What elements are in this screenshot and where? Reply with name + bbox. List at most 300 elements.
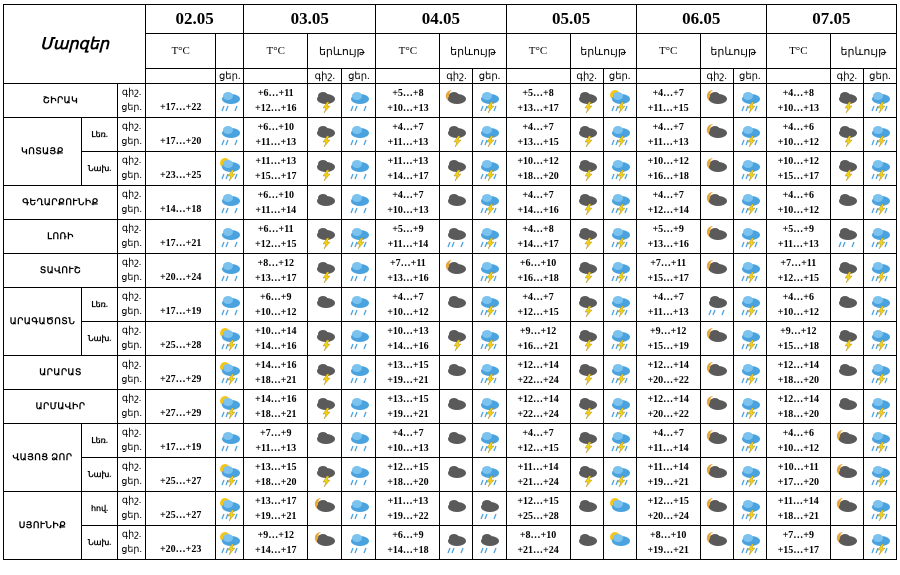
sun-thunderstorm-icon bbox=[216, 492, 244, 526]
thunderstorm-rain-icon bbox=[473, 424, 506, 458]
moon-cloud-icon bbox=[700, 424, 733, 458]
thunderstorm-rain-icon bbox=[733, 152, 766, 186]
region-name: ԱՐԱՐԱՏ bbox=[4, 356, 118, 390]
moon-cloud-icon bbox=[308, 526, 342, 560]
temperature-range: +5…+9 +11…+13 bbox=[766, 220, 830, 254]
phenomenon-header: երևույթ bbox=[570, 34, 636, 69]
temperature-range: +10…+13 +14…+16 bbox=[376, 322, 440, 356]
time-of-day: գիշ. ցեր. bbox=[118, 458, 146, 492]
temperature-range: +4…+7 +12…+14 bbox=[636, 186, 700, 220]
thunderstorm-rain-icon bbox=[603, 322, 636, 356]
thunderstorm-rain-icon bbox=[603, 390, 636, 424]
temperature-range: +4…+7 +14…+16 bbox=[506, 186, 570, 220]
sun-thunderstorm-icon bbox=[603, 84, 636, 118]
moon-cloud-icon bbox=[700, 526, 733, 560]
thunderstorm-rain-icon bbox=[603, 118, 636, 152]
moon-cloud-icon bbox=[700, 322, 733, 356]
dark-rain-cloud-icon bbox=[700, 288, 733, 322]
region-name: ԼՈՌԻ bbox=[4, 220, 118, 254]
thunderstorm-rain-icon bbox=[603, 356, 636, 390]
thunderstorm-rain-icon bbox=[733, 356, 766, 390]
temperature-range: +13…+15 +18…+20 bbox=[244, 458, 308, 492]
temperature-range: +4…+7 +10…+12 bbox=[376, 288, 440, 322]
temperature-range: +23…+25 bbox=[146, 152, 216, 186]
thunderstorm-rain-icon bbox=[733, 390, 766, 424]
phenomenon-header: երևույթ bbox=[830, 34, 896, 69]
thunderstorm-icon bbox=[570, 356, 603, 390]
temperature-range: +7…+11 +13…+16 bbox=[376, 254, 440, 288]
day-subheader: ցեր. bbox=[342, 69, 376, 84]
moon-cloud-icon bbox=[700, 390, 733, 424]
zone-label: Նախ. bbox=[82, 322, 118, 356]
thunderstorm-icon bbox=[308, 118, 342, 152]
forecast-table bbox=[3, 4, 897, 560]
rain-cloud-icon bbox=[342, 186, 376, 220]
thunderstorm-icon bbox=[570, 186, 603, 220]
region-name: ԿՈՏԱՅՔ bbox=[4, 118, 82, 186]
thunderstorm-rain-icon bbox=[733, 322, 766, 356]
temperature-range: +4…+6 +10…+12 bbox=[766, 288, 830, 322]
rain-cloud-icon bbox=[342, 254, 376, 288]
cloud-icon bbox=[440, 458, 473, 492]
temperature-range: +9…+12 +14…+17 bbox=[244, 526, 308, 560]
temperature-range: +4…+8 +10…+13 bbox=[766, 84, 830, 118]
temp-subheader bbox=[146, 69, 216, 84]
sun-thunderstorm-icon bbox=[216, 356, 244, 390]
thunderstorm-rain-icon bbox=[863, 390, 896, 424]
dark-rain-cloud-icon bbox=[440, 220, 473, 254]
thunderstorm-rain-icon bbox=[473, 118, 506, 152]
sun-cloud-icon bbox=[603, 492, 636, 526]
temperature-range: +4…+8 +14…+17 bbox=[506, 220, 570, 254]
region-name: ՏԱՎՈՒՇ bbox=[4, 254, 118, 288]
night-subheader: գիշ. bbox=[700, 69, 733, 84]
temperature-range: +6…+10 +11…+14 bbox=[244, 186, 308, 220]
time-of-day: գիշ. ցեր. bbox=[118, 356, 146, 390]
temperature-range: +14…+16 +18…+21 bbox=[244, 390, 308, 424]
thunderstorm-icon bbox=[308, 152, 342, 186]
temperature-range: +4…+7 +11…+14 bbox=[636, 424, 700, 458]
moon-cloud-icon bbox=[700, 458, 733, 492]
thunderstorm-rain-icon bbox=[473, 186, 506, 220]
thunderstorm-rain-icon bbox=[733, 526, 766, 560]
temperature-range: +20…+23 bbox=[146, 526, 216, 560]
dark-rain-cloud-icon bbox=[830, 220, 863, 254]
time-of-day: գիշ. ցեր. bbox=[118, 390, 146, 424]
thunderstorm-icon bbox=[830, 322, 863, 356]
table-row bbox=[4, 526, 897, 560]
phenomenon-header: երևույթ bbox=[440, 34, 506, 69]
thunderstorm-rain-icon bbox=[473, 458, 506, 492]
thunderstorm-rain-icon bbox=[863, 254, 896, 288]
temperature-range: +27…+29 bbox=[146, 390, 216, 424]
cloud-icon bbox=[830, 288, 863, 322]
zone-label: Նախ. bbox=[82, 458, 118, 492]
night-subheader: գիշ. bbox=[570, 69, 603, 84]
rain-cloud-icon bbox=[342, 322, 376, 356]
moon-cloud-icon bbox=[440, 254, 473, 288]
temp-header: T°C bbox=[146, 34, 216, 69]
sun-thunderstorm-icon bbox=[216, 390, 244, 424]
cloud-icon bbox=[830, 356, 863, 390]
thunderstorm-icon bbox=[830, 152, 863, 186]
temperature-range: +13…+15 +19…+21 bbox=[376, 356, 440, 390]
temperature-range: +4…+7 +11…+13 bbox=[636, 118, 700, 152]
cloud-icon bbox=[440, 288, 473, 322]
temperature-range: +4…+7 +10…+13 bbox=[376, 186, 440, 220]
temperature-range: +11…+13 +14…+17 bbox=[376, 152, 440, 186]
thunderstorm-icon bbox=[308, 254, 342, 288]
thunderstorm-rain-icon bbox=[473, 254, 506, 288]
temperature-range: +5…+8 +10…+13 bbox=[376, 84, 440, 118]
date-header: 06.05 bbox=[636, 5, 766, 34]
temperature-range: +8…+10 +21…+24 bbox=[506, 526, 570, 560]
temperature-range: +12…+14 +20…+22 bbox=[636, 356, 700, 390]
temp-subheader bbox=[376, 69, 440, 84]
temperature-range: +4…+7 +11…+13 bbox=[376, 118, 440, 152]
rain-cloud-icon bbox=[342, 152, 376, 186]
table-row bbox=[4, 424, 897, 458]
cloud-icon bbox=[830, 390, 863, 424]
thunderstorm-rain-icon bbox=[473, 322, 506, 356]
thunderstorm-rain-icon bbox=[733, 492, 766, 526]
thunderstorm-rain-icon bbox=[603, 458, 636, 492]
moon-cloud-icon bbox=[308, 492, 342, 526]
time-of-day: գիշ. ցեր. bbox=[118, 118, 146, 152]
rain-cloud-icon bbox=[216, 186, 244, 220]
table-row bbox=[4, 390, 897, 424]
moon-cloud-icon bbox=[700, 186, 733, 220]
temperature-range: +12…+14 +22…+24 bbox=[506, 390, 570, 424]
moon-cloud-icon bbox=[700, 84, 733, 118]
temperature-range: +4…+7 +10…+13 bbox=[376, 424, 440, 458]
date-header: 02.05 bbox=[146, 5, 244, 34]
temperature-range: +12…+14 +18…+20 bbox=[766, 356, 830, 390]
zone-label: Լեռ. bbox=[82, 118, 118, 152]
thunderstorm-rain-icon bbox=[473, 390, 506, 424]
thunderstorm-rain-icon bbox=[863, 424, 896, 458]
rain-cloud-icon bbox=[216, 84, 244, 118]
temperature-range: +14…+18 bbox=[146, 186, 216, 220]
cloud-icon bbox=[440, 186, 473, 220]
thunderstorm-rain-icon bbox=[603, 186, 636, 220]
thunderstorm-rain-icon bbox=[603, 220, 636, 254]
region-name: ԱՐՄԱՎԻՐ bbox=[4, 390, 118, 424]
thunderstorm-rain-icon bbox=[603, 424, 636, 458]
temperature-range: +6…+9 +10…+12 bbox=[244, 288, 308, 322]
temperature-range: +12…+14 +18…+20 bbox=[766, 390, 830, 424]
thunderstorm-rain-icon bbox=[863, 288, 896, 322]
temperature-range: +5…+9 +11…+14 bbox=[376, 220, 440, 254]
thunderstorm-rain-icon bbox=[733, 424, 766, 458]
region-name: ՎԱՅՈՑ ՁՈՐ bbox=[4, 424, 82, 492]
table-row bbox=[4, 254, 897, 288]
time-of-day: գիշ. ցեր. bbox=[118, 152, 146, 186]
rain-cloud-icon bbox=[342, 424, 376, 458]
thunderstorm-icon bbox=[308, 390, 342, 424]
temperature-range: +10…+12 +18…+20 bbox=[506, 152, 570, 186]
thunderstorm-icon bbox=[570, 390, 603, 424]
moon-cloud-icon bbox=[830, 458, 863, 492]
region-name: ԳԵՂԱՐՔՈՒՆԻՔ bbox=[4, 186, 118, 220]
thunderstorm-icon bbox=[308, 220, 342, 254]
thunderstorm-rain-icon bbox=[473, 152, 506, 186]
thunderstorm-rain-icon bbox=[863, 118, 896, 152]
region-name: ՇԻՐԱԿ bbox=[4, 84, 118, 118]
thunderstorm-icon bbox=[570, 220, 603, 254]
sun-thunderstorm-icon bbox=[216, 526, 244, 560]
temperature-range: +8…+10 +19…+21 bbox=[636, 526, 700, 560]
zone-label: Լեռ. bbox=[82, 424, 118, 458]
time-of-day: գիշ. ցեր. bbox=[118, 492, 146, 526]
thunderstorm-rain-icon bbox=[863, 84, 896, 118]
thunderstorm-icon bbox=[570, 424, 603, 458]
thunderstorm-icon bbox=[570, 118, 603, 152]
table-row bbox=[4, 186, 897, 220]
thunderstorm-icon bbox=[308, 84, 342, 118]
table-row bbox=[4, 118, 897, 152]
thunderstorm-rain-icon bbox=[733, 288, 766, 322]
temp-header: T°C bbox=[376, 34, 440, 69]
thunderstorm-rain-icon bbox=[863, 322, 896, 356]
temp-subheader bbox=[636, 69, 700, 84]
thunderstorm-rain-icon bbox=[603, 254, 636, 288]
thunderstorm-rain-icon bbox=[863, 492, 896, 526]
temp-subheader bbox=[244, 69, 308, 84]
zone-label: Նախ. bbox=[82, 152, 118, 186]
time-of-day: գիշ. ցեր. bbox=[118, 322, 146, 356]
temperature-range: +10…+14 +14…+16 bbox=[244, 322, 308, 356]
region-name: ՍՅՈՒՆԻՔ bbox=[4, 492, 82, 560]
phenomenon-header: երևույթ bbox=[700, 34, 766, 69]
temperature-range: +10…+12 +15…+17 bbox=[766, 152, 830, 186]
temperature-range: +20…+24 bbox=[146, 254, 216, 288]
thunderstorm-rain-icon bbox=[863, 220, 896, 254]
thunderstorm-icon bbox=[440, 152, 473, 186]
temperature-range: +17…+19 bbox=[146, 288, 216, 322]
thunderstorm-icon bbox=[308, 458, 342, 492]
temperature-range: +25…+27 bbox=[146, 458, 216, 492]
temp-header: T°C bbox=[506, 34, 570, 69]
temperature-range: +4…+7 +12…+15 bbox=[506, 424, 570, 458]
region-name: ԱՐԱԳԱԾՈՏՆ bbox=[4, 288, 82, 356]
thunderstorm-rain-icon bbox=[603, 288, 636, 322]
dark-rain-cloud-icon bbox=[440, 526, 473, 560]
temperature-range: +4…+7 +11…+15 bbox=[636, 84, 700, 118]
thunderstorm-rain-icon bbox=[863, 458, 896, 492]
date-header: 05.05 bbox=[506, 5, 636, 34]
thunderstorm-icon bbox=[570, 288, 603, 322]
regions-header: Մարզեր bbox=[4, 5, 146, 84]
thunderstorm-icon bbox=[440, 322, 473, 356]
rain-cloud-icon bbox=[342, 492, 376, 526]
thunderstorm-rain-icon bbox=[603, 152, 636, 186]
temperature-range: +12…+15 +18…+20 bbox=[376, 458, 440, 492]
rain-cloud-icon bbox=[342, 118, 376, 152]
table-row bbox=[4, 322, 897, 356]
temperature-range: +7…+11 +12…+15 bbox=[766, 254, 830, 288]
thunderstorm-rain-icon bbox=[733, 118, 766, 152]
thunderstorm-rain-icon bbox=[473, 220, 506, 254]
thunderstorm-rain-icon bbox=[473, 84, 506, 118]
temperature-range: +14…+16 +18…+21 bbox=[244, 356, 308, 390]
thunderstorm-rain-icon bbox=[733, 84, 766, 118]
temperature-range: +17…+19 bbox=[146, 424, 216, 458]
table-row bbox=[4, 220, 897, 254]
temperature-range: +12…+14 +22…+24 bbox=[506, 356, 570, 390]
day-subheader: ցեր. bbox=[216, 69, 244, 84]
rain-cloud-icon bbox=[216, 220, 244, 254]
temperature-range: +11…+14 +19…+21 bbox=[636, 458, 700, 492]
date-header: 04.05 bbox=[376, 5, 506, 34]
thunderstorm-rain-icon bbox=[733, 220, 766, 254]
table-row bbox=[4, 152, 897, 186]
temperature-range: +13…+15 +19…+21 bbox=[376, 390, 440, 424]
thunderstorm-icon bbox=[308, 322, 342, 356]
temperature-range: +5…+8 +13…+17 bbox=[506, 84, 570, 118]
temperature-range: +10…+12 +16…+18 bbox=[636, 152, 700, 186]
thunderstorm-rain-icon bbox=[473, 356, 506, 390]
thunderstorm-rain-icon bbox=[473, 288, 506, 322]
thunderstorm-rain-icon bbox=[733, 186, 766, 220]
phenomenon-header bbox=[216, 34, 244, 69]
table-row bbox=[4, 458, 897, 492]
thunderstorm-icon bbox=[440, 118, 473, 152]
rain-cloud-icon bbox=[342, 458, 376, 492]
sun-thunderstorm-icon bbox=[216, 322, 244, 356]
time-of-day: գիշ. ցեր. bbox=[118, 254, 146, 288]
temperature-range: +12…+14 +20…+22 bbox=[636, 390, 700, 424]
moon-cloud-icon bbox=[700, 152, 733, 186]
thunderstorm-rain-icon bbox=[863, 356, 896, 390]
moon-cloud-icon bbox=[700, 118, 733, 152]
rain-cloud-icon bbox=[216, 424, 244, 458]
cloud-icon bbox=[308, 288, 342, 322]
thunderstorm-rain-icon bbox=[863, 152, 896, 186]
temperature-range: +9…+12 +15…+19 bbox=[636, 322, 700, 356]
day-subheader: ցեր. bbox=[863, 69, 896, 84]
temp-header: T°C bbox=[766, 34, 830, 69]
thunderstorm-icon bbox=[830, 118, 863, 152]
moon-cloud-icon bbox=[830, 424, 863, 458]
temperature-range: +25…+27 bbox=[146, 492, 216, 526]
table-row bbox=[4, 356, 897, 390]
night-subheader: գիշ. bbox=[830, 69, 863, 84]
temperature-range: +6…+11 +12…+15 bbox=[244, 220, 308, 254]
thunderstorm-icon bbox=[570, 322, 603, 356]
moon-cloud-icon bbox=[700, 492, 733, 526]
temperature-range: +7…+11 +15…+17 bbox=[636, 254, 700, 288]
time-of-day: գիշ. ցեր. bbox=[118, 288, 146, 322]
moon-cloud-icon bbox=[440, 84, 473, 118]
cloud-icon bbox=[440, 356, 473, 390]
thunderstorm-icon bbox=[570, 152, 603, 186]
thunderstorm-rain-icon bbox=[733, 254, 766, 288]
temperature-range: +9…+12 +15…+18 bbox=[766, 322, 830, 356]
date-header: 07.05 bbox=[766, 5, 896, 34]
sun-thunderstorm-icon bbox=[216, 458, 244, 492]
temperature-range: +4…+6 +10…+12 bbox=[766, 186, 830, 220]
temperature-range: +17…+20 bbox=[146, 118, 216, 152]
table-row bbox=[4, 288, 897, 322]
moon-cloud-icon bbox=[830, 492, 863, 526]
thunderstorm-icon bbox=[830, 84, 863, 118]
thunderstorm-rain-icon bbox=[863, 186, 896, 220]
temperature-range: +9…+12 +16…+21 bbox=[506, 322, 570, 356]
temp-header: T°C bbox=[636, 34, 700, 69]
temperature-range: +7…+9 +11…+13 bbox=[244, 424, 308, 458]
temp-subheader bbox=[766, 69, 830, 84]
temperature-range: +12…+15 +25…+28 bbox=[506, 492, 570, 526]
dark-rain-cloud-icon bbox=[473, 526, 506, 560]
rain-cloud-icon bbox=[342, 526, 376, 560]
time-of-day: գիշ. ցեր. bbox=[118, 424, 146, 458]
temperature-range: +11…+13 +19…+22 bbox=[376, 492, 440, 526]
moon-cloud-icon bbox=[700, 220, 733, 254]
zone-label: հով. bbox=[82, 492, 118, 526]
phenomenon-header: երևույթ bbox=[308, 34, 376, 69]
temperature-range: +6…+9 +14…+18 bbox=[376, 526, 440, 560]
moon-cloud-icon bbox=[700, 356, 733, 390]
temperature-range: +7…+9 +15…+17 bbox=[766, 526, 830, 560]
thunderstorm-icon bbox=[570, 458, 603, 492]
thunderstorm-rain-icon bbox=[342, 220, 376, 254]
moon-cloud-icon bbox=[700, 254, 733, 288]
zone-label: Նախ. bbox=[82, 526, 118, 560]
thunderstorm-rain-icon bbox=[733, 458, 766, 492]
temperature-range: +11…+14 +18…+21 bbox=[766, 492, 830, 526]
thunderstorm-icon bbox=[308, 356, 342, 390]
rain-cloud-icon bbox=[216, 288, 244, 322]
table-row bbox=[4, 84, 897, 118]
cloud-icon bbox=[308, 424, 342, 458]
sun-cloud-icon bbox=[603, 526, 636, 560]
cloud-icon bbox=[440, 390, 473, 424]
rain-cloud-icon bbox=[216, 118, 244, 152]
time-of-day: գիշ. ցեր. bbox=[118, 84, 146, 118]
temperature-range: +6…+10 +11…+13 bbox=[244, 118, 308, 152]
night-subheader: գիշ. bbox=[440, 69, 473, 84]
sun-thunderstorm-icon bbox=[216, 152, 244, 186]
time-of-day: գիշ. ցեր. bbox=[118, 186, 146, 220]
temperature-range: +4…+7 +11…+13 bbox=[636, 288, 700, 322]
dark-rain-cloud-icon bbox=[473, 492, 506, 526]
time-of-day: գիշ. ցեր. bbox=[118, 526, 146, 560]
rain-cloud-icon bbox=[342, 84, 376, 118]
cloud-icon bbox=[440, 424, 473, 458]
temperature-range: +11…+14 +21…+24 bbox=[506, 458, 570, 492]
day-subheader: ցեր. bbox=[603, 69, 636, 84]
temperature-range: +4…+7 +13…+15 bbox=[506, 118, 570, 152]
temperature-range: +12…+15 +20…+24 bbox=[636, 492, 700, 526]
temperature-range: +4…+6 +10…+12 bbox=[766, 424, 830, 458]
night-subheader: գիշ. bbox=[308, 69, 342, 84]
cloud-icon bbox=[440, 492, 473, 526]
thunderstorm-icon bbox=[830, 254, 863, 288]
day-subheader: ցեր. bbox=[473, 69, 506, 84]
cloud-icon bbox=[830, 186, 863, 220]
cloud-icon bbox=[570, 526, 603, 560]
thunderstorm-rain-icon bbox=[863, 526, 896, 560]
zone-label: Լեռ. bbox=[82, 288, 118, 322]
cloud-icon bbox=[570, 492, 603, 526]
rain-cloud-icon bbox=[216, 254, 244, 288]
time-of-day: գիշ. ցեր. bbox=[118, 220, 146, 254]
rain-cloud-icon bbox=[342, 356, 376, 390]
temperature-range: +27…+29 bbox=[146, 356, 216, 390]
temperature-range: +5…+9 +13…+16 bbox=[636, 220, 700, 254]
temperature-range: +6…+11 +12…+16 bbox=[244, 84, 308, 118]
